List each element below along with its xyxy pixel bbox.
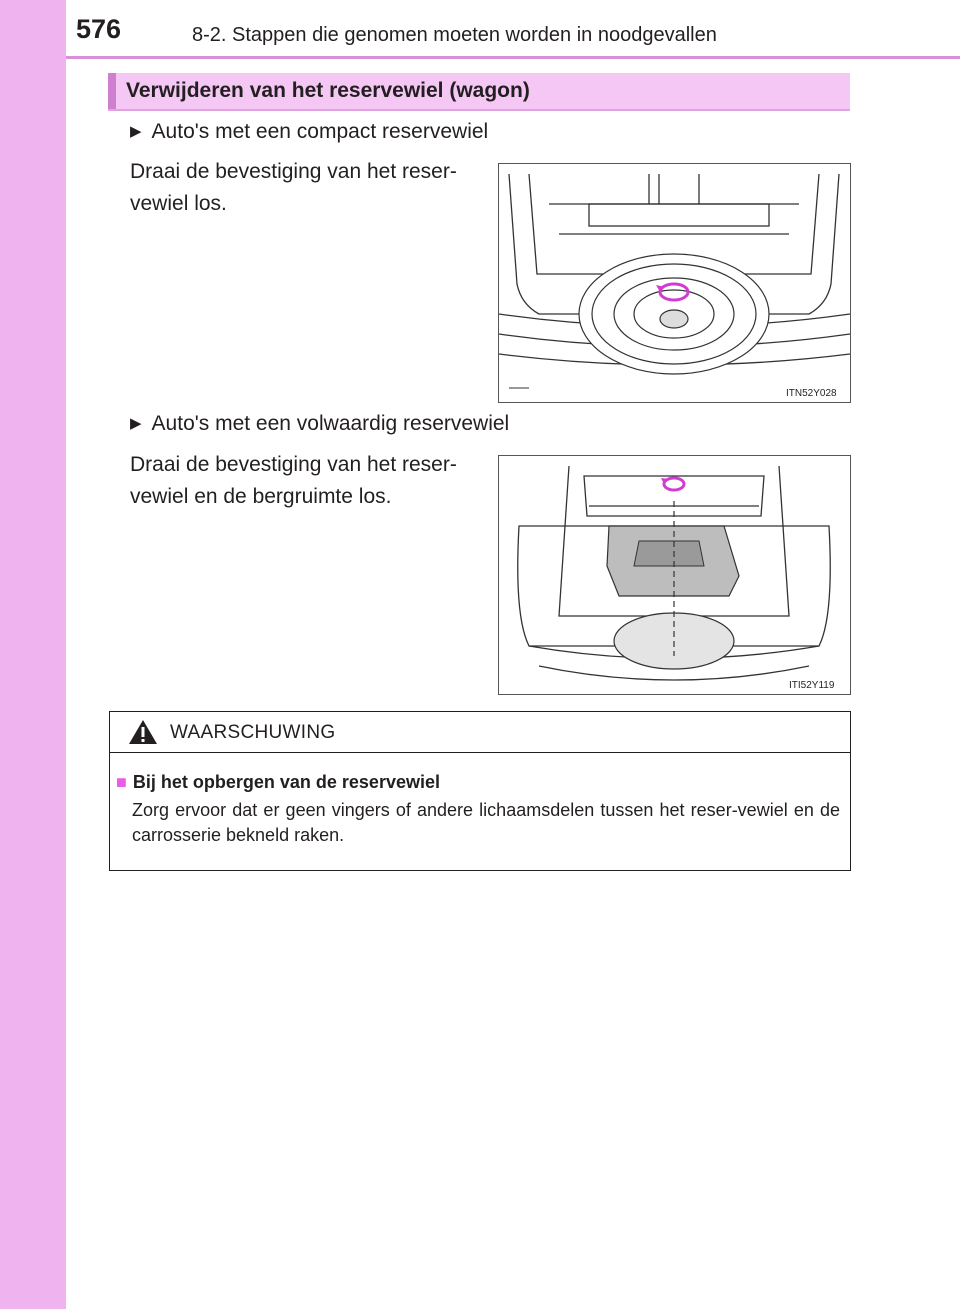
page-sidebar	[0, 0, 66, 1309]
page-number: 576	[76, 14, 122, 44]
figure-compact-spare	[498, 163, 851, 403]
right-triangle-icon: ▶	[130, 123, 142, 140]
figure-code: ITI52Y119	[789, 680, 835, 691]
warning-title: WAARSCHUWING	[170, 722, 336, 743]
section-title: Verwijderen van het reservewiel (wagon)	[126, 79, 530, 102]
right-triangle-icon: ▶	[130, 415, 142, 432]
warning-subheading	[116, 772, 440, 793]
warning-box	[109, 711, 851, 871]
section-heading	[108, 73, 850, 111]
bullet-full-spare	[130, 412, 509, 436]
instruction-line: vewiel los.	[130, 192, 227, 215]
instruction-line: Draai de bevestiging van het reser-	[130, 160, 457, 183]
instruction-compact-spare	[130, 156, 482, 220]
square-bullet-icon: ■	[116, 772, 127, 792]
section-accent	[108, 73, 116, 109]
header-divider	[66, 56, 960, 59]
figure-code: ITN52Y028	[786, 388, 837, 399]
figure-full-spare	[498, 455, 851, 695]
bullet-label: Auto's met een compact reservewiel	[151, 120, 489, 143]
instruction-full-spare	[130, 449, 482, 513]
instruction-line: Draai de bevestiging van het reser-	[130, 453, 457, 476]
warning-header	[110, 712, 850, 753]
bullet-label: Auto's met een volwaardig reservewiel	[151, 412, 510, 435]
trunk-full-spare-illustration	[499, 456, 850, 694]
instruction-line: vewiel en de bergruimte los.	[130, 485, 392, 508]
chapter-title: 8-2. Stappen die genomen moeten worden in noodgevallen	[192, 24, 717, 46]
trunk-compact-spare-illustration	[499, 164, 850, 402]
bullet-compact-spare	[130, 120, 488, 144]
warning-subheading-text: Bij het opbergen van de reservewiel	[132, 772, 440, 792]
warning-triangle-icon	[128, 719, 158, 745]
warning-text: Zorg ervoor dat er geen vingers of andere lichaamsdelen tussen het reser-vewiel en de carrosserie bekneld raken.	[132, 800, 840, 845]
